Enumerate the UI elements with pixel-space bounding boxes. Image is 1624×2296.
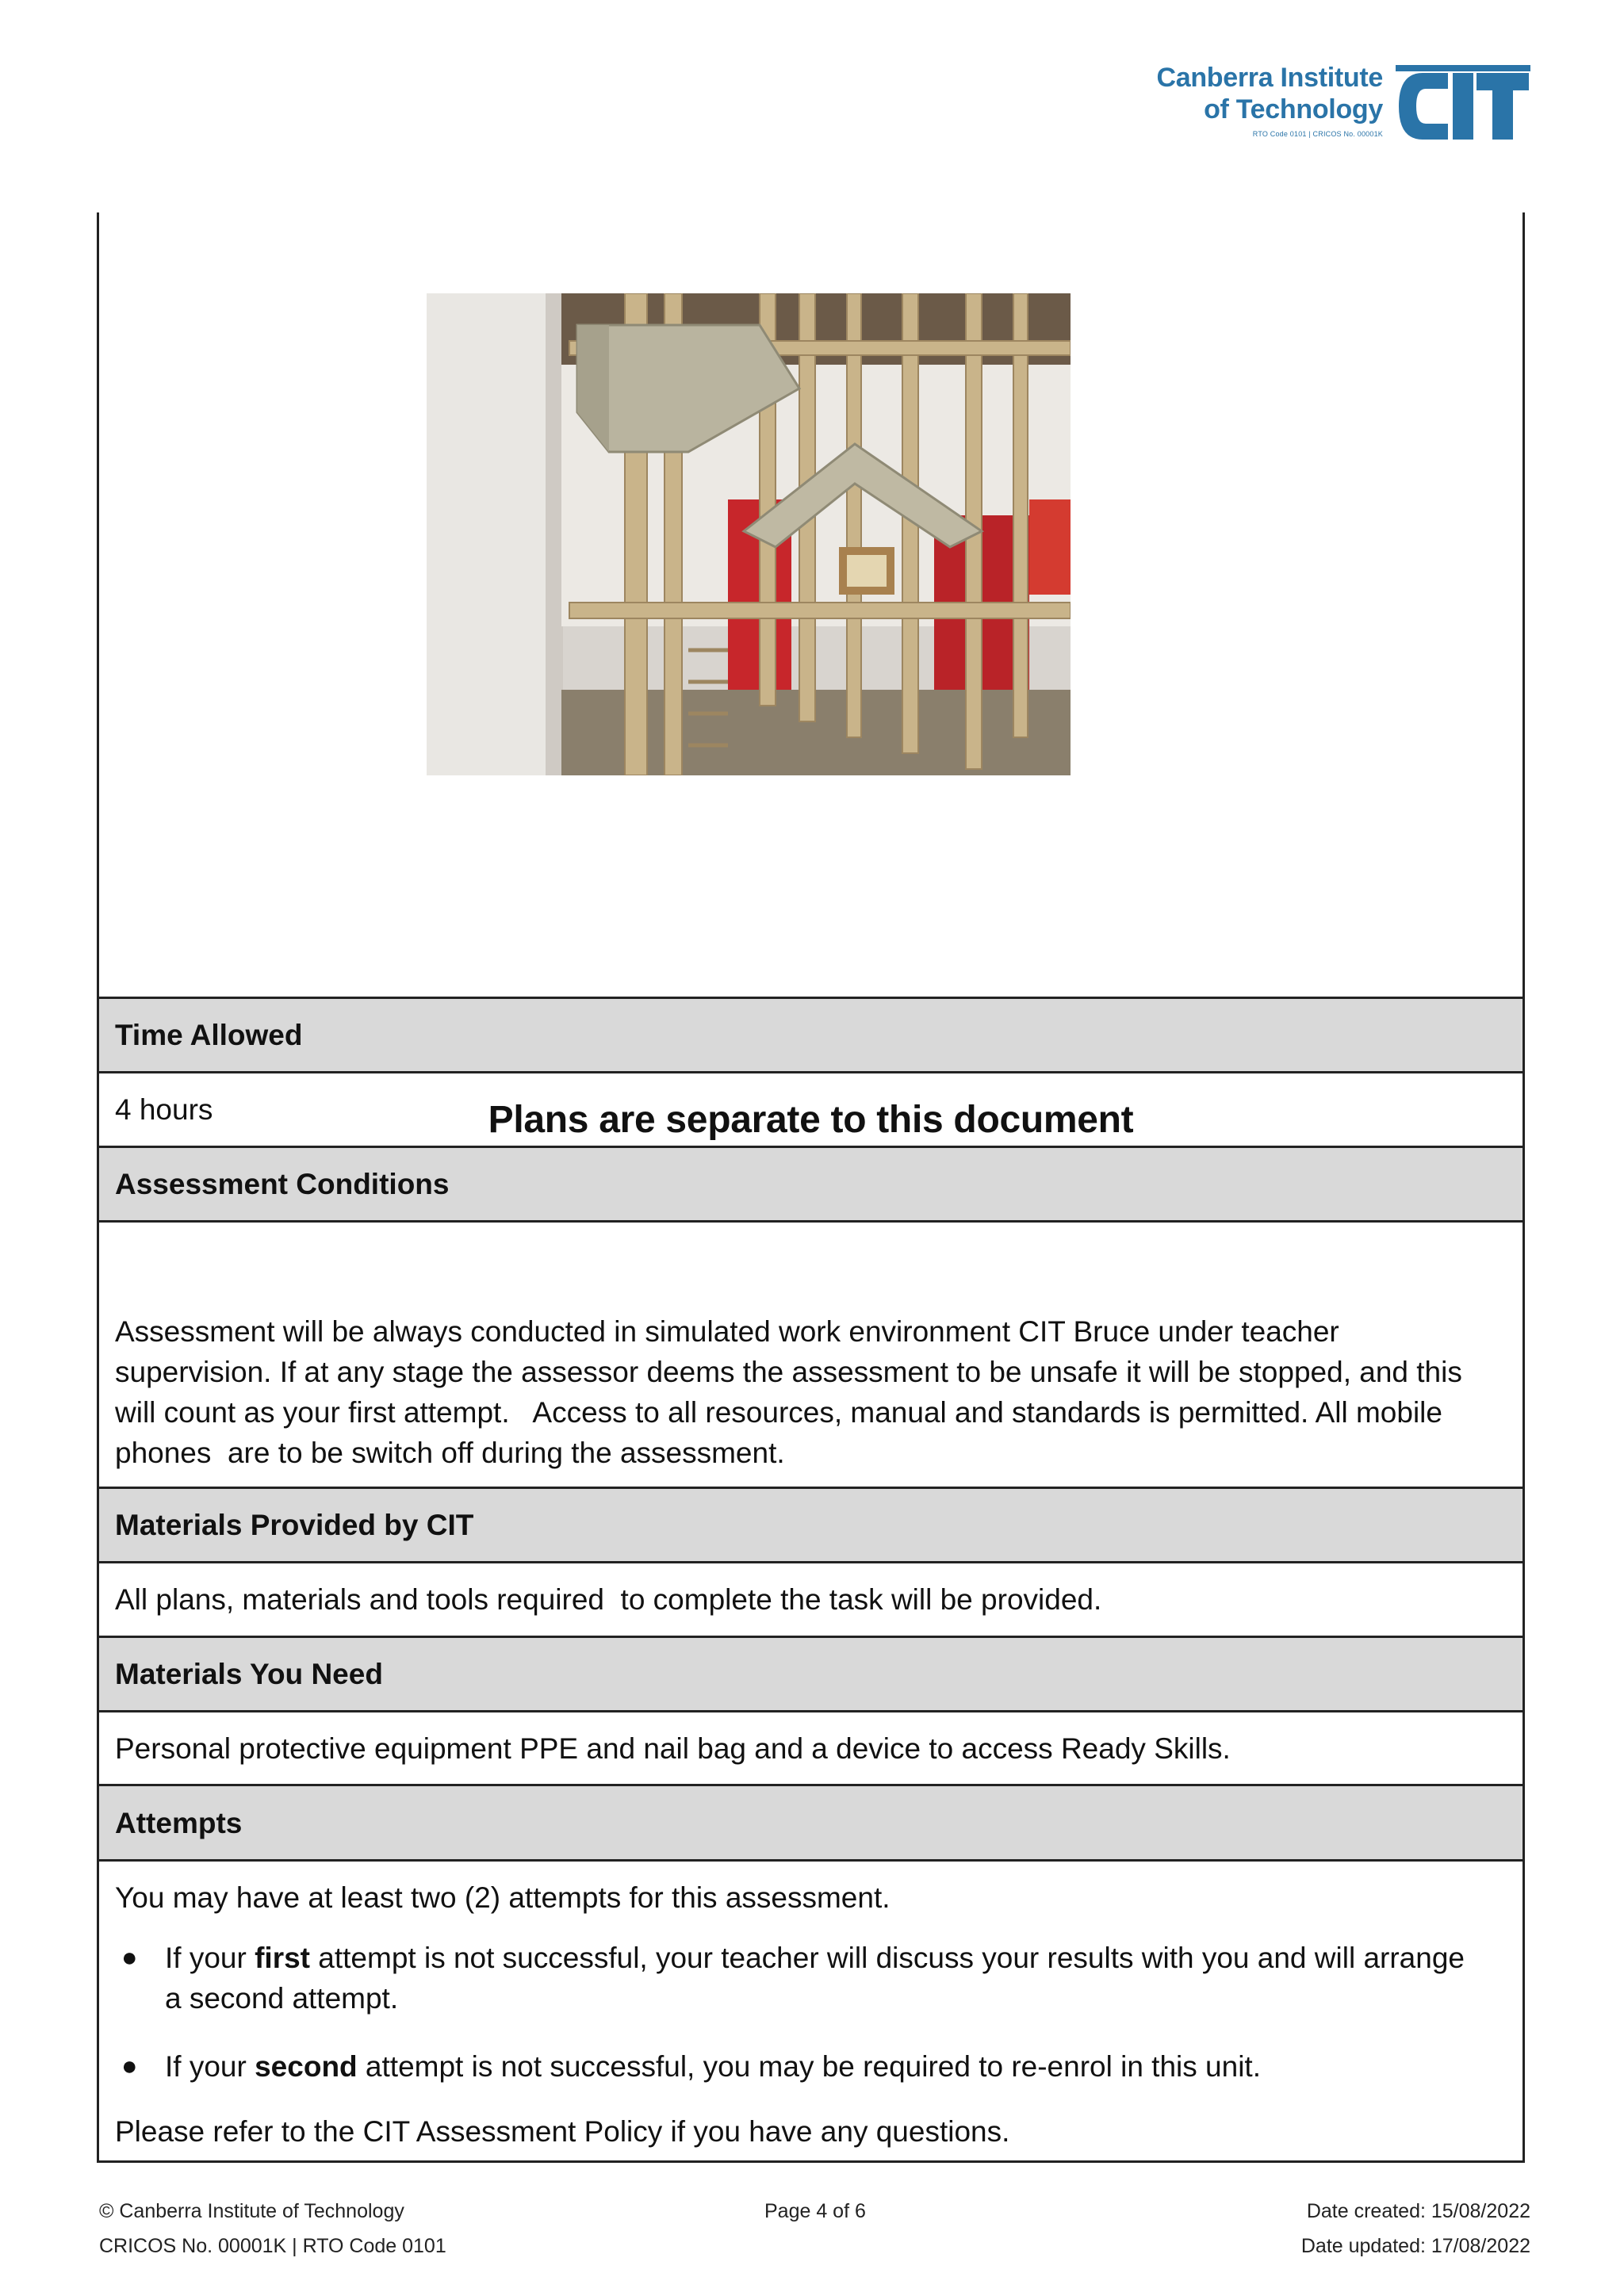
materials-you-need-value: Personal protective equipment PPE and nail bag and a device to access Ready Skills. (115, 1732, 1231, 1765)
cit-logo-mark-icon (1396, 65, 1530, 147)
attempts-outro: Please refer to the CIT Assessment Policy if you have any questions. (115, 2115, 1010, 2148)
bullet-first-line2: a second attempt. (165, 1982, 399, 2015)
bullet-dot-icon: ● (121, 1942, 138, 1973)
materials-you-need-heading: Materials You Need (115, 1658, 383, 1690)
assessment-info-table (97, 212, 1525, 2163)
materials-provided-heading: Materials Provided by CIT (115, 1509, 474, 1541)
conditions-line-3: will count as your first attempt. Access to all resources, manual and standards is permitted. All mobile (115, 1396, 1442, 1429)
plans-note: Plans are separate to this document (488, 1099, 1134, 1141)
time-allowed-value: 4 hours (115, 1093, 213, 1126)
timber-frame-photo-icon (427, 293, 1071, 775)
bullet-second-pre: If your (165, 2050, 255, 2083)
footer-page-number: Page 4 of 6 (764, 2200, 866, 2222)
bullet-second-post: attempt is not successful, you may be required to re-enrol in this unit. (357, 2050, 1261, 2083)
materials-you-need-heading-row (99, 1636, 1522, 1710)
materials-provided-heading-row (99, 1487, 1522, 1561)
footer-cricos: CRICOS No. 00001K | RTO Code 0101 (99, 2235, 446, 2257)
bullet-second-bold: second (255, 2050, 358, 2083)
conditions-line-2: supervision. If at any stage the assessor deems the assessment to be unsafe it will be stopped, and this (115, 1356, 1462, 1388)
footer-left (99, 2198, 446, 2259)
footer-right (1301, 2198, 1530, 2259)
attempts-bullet-first (115, 1938, 1499, 2019)
logo-line-2: of Technology (1204, 94, 1383, 124)
bullet-first-text (165, 1938, 1499, 2019)
time-allowed-heading: Time Allowed (115, 1019, 303, 1051)
materials-provided-value: All plans, materials and tools required to complete the task will be provided. (115, 1583, 1102, 1616)
attempts-heading: Attempts (115, 1807, 243, 1839)
bullet-dot-icon: ● (121, 2051, 138, 2081)
attempts-row (99, 1859, 1522, 2160)
materials-you-need-row (99, 1710, 1522, 1784)
photo-cell (99, 212, 1522, 997)
cit-logo (1142, 62, 1530, 149)
materials-provided-row (99, 1561, 1522, 1636)
attempts-intro: You may have at least two (2) attempts for this assessment. (115, 1881, 891, 1914)
time-allowed-heading-row (99, 997, 1522, 1071)
logo-line-1: Canberra Institute (1156, 63, 1383, 93)
footer-copyright: © Canberra Institute of Technology (99, 2200, 404, 2222)
bullet-second-text (165, 2046, 1499, 2087)
assessment-conditions-heading: Assessment Conditions (115, 1168, 450, 1200)
logo-wordmark (1156, 62, 1383, 138)
assessment-conditions-row (99, 1220, 1522, 1487)
bullet-first-post: attempt is not successful, your teacher will discuss your results with you and will arrange (310, 1942, 1465, 1974)
bullet-first-bold: first (255, 1942, 311, 1974)
assessment-conditions-text (115, 1311, 1491, 1473)
attempts-heading-row (99, 1784, 1522, 1859)
time-allowed-row (99, 1071, 1522, 1146)
conditions-line-1: Assessment will be always conducted in simulated work environment CIT Bruce under teacher (115, 1315, 1339, 1348)
assessment-conditions-heading-row (99, 1146, 1522, 1220)
conditions-line-4: phones are to be switch off during the assessment. (115, 1437, 785, 1469)
bullet-first-pre: If your (165, 1942, 255, 1974)
logo-codes: RTO Code 0101 | CRICOS No. 00001K (1252, 130, 1383, 138)
footer-date-updated: Date updated: 17/08/2022 (1300, 2235, 1530, 2257)
footer-date-created: Date created: 15/08/2022 (1306, 2200, 1530, 2222)
attempts-bullet-second (115, 2046, 1499, 2087)
